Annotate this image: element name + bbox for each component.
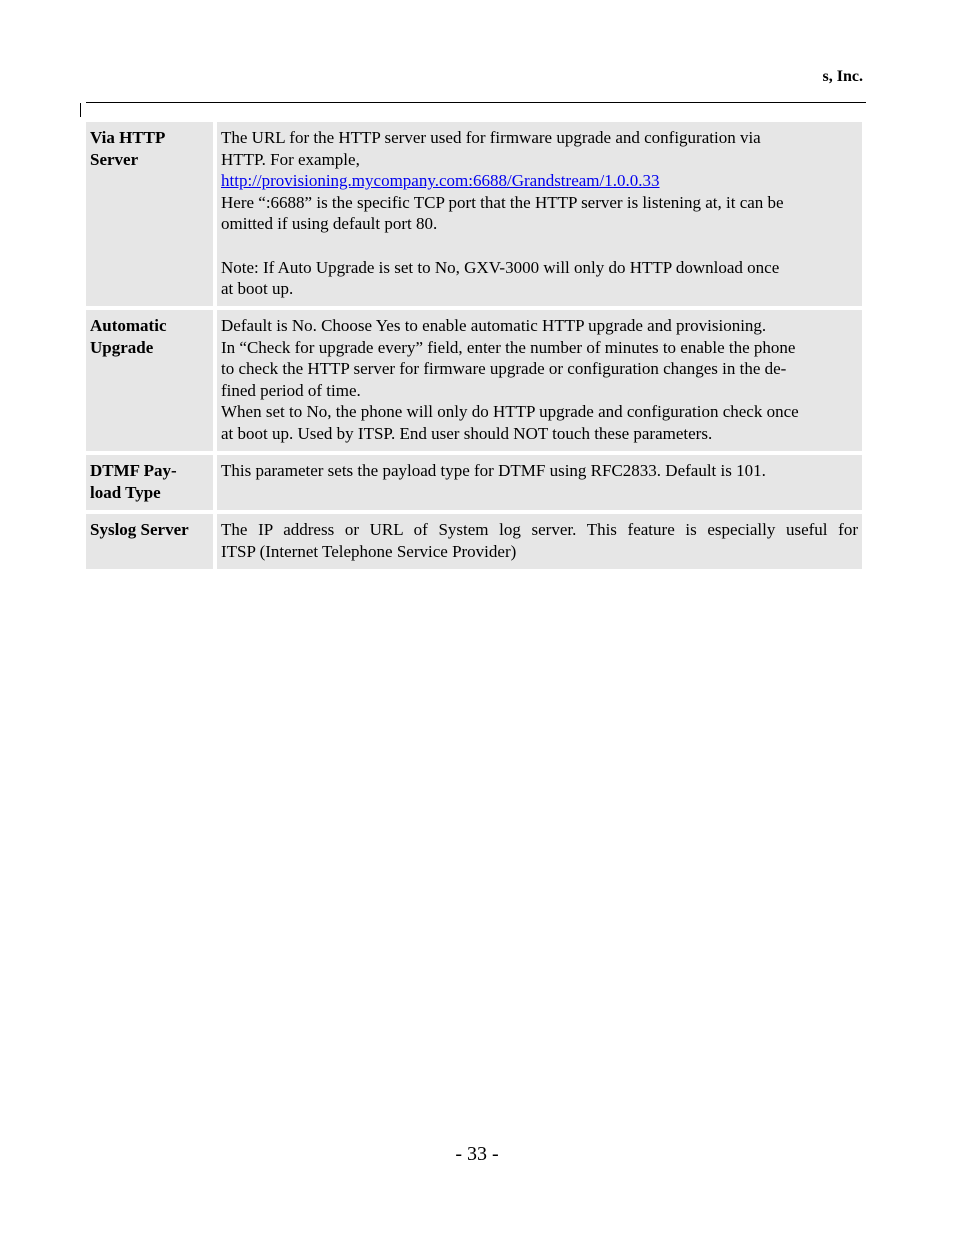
parameter-table <box>86 122 862 573</box>
param-name-line: Via HTTP <box>90 128 166 147</box>
desc-line: at boot up. Used by ITSP. End user should NOT touch these parameters. <box>221 423 713 443</box>
param-desc-automatic-upgrade <box>217 310 862 451</box>
desc-line: In “Check for upgrade every” field, enter the number of minutes to enable the phone <box>221 337 796 357</box>
paragraph-gap <box>221 235 858 257</box>
desc-line: The IP address or URL of System log server. This feature is especially useful for <box>221 520 858 539</box>
param-name-line: DTMF Pay- <box>90 461 177 480</box>
desc-line: omitted if using default port 80. <box>221 214 438 234</box>
company-name: s, Inc. <box>822 68 863 85</box>
header-tick <box>80 103 81 117</box>
param-name-line: Automatic <box>90 316 167 335</box>
param-name-line: Server <box>90 150 139 169</box>
desc-line: to check the HTTP server for firmware upgrade or configuration changes in the de- <box>221 359 787 379</box>
desc-line: HTTP. For example, <box>221 149 360 169</box>
param-desc-syslog-server <box>217 514 862 569</box>
desc-line: Default is No. Choose Yes to enable automatic HTTP upgrade and provisioning. <box>221 316 767 335</box>
param-name-syslog-server <box>86 514 213 569</box>
desc-line: fined period of time. <box>221 380 361 400</box>
page-number: - 33 - <box>455 1143 499 1165</box>
table-row <box>86 514 862 569</box>
desc-line: When set to No, the phone will only do HTTP upgrade and configuration check once <box>221 402 799 422</box>
param-name-line: load Type <box>90 483 161 502</box>
param-name-line: Syslog Server <box>90 520 189 539</box>
param-desc-via-http-server <box>217 122 862 306</box>
desc-line: The URL for the HTTP server used for firmware upgrade and configuration via <box>221 128 761 147</box>
note-line: Note: If Auto Upgrade is set to No, GXV-3000 will only do HTTP download once <box>221 257 780 277</box>
header-rule <box>86 102 866 103</box>
table-row <box>86 310 862 451</box>
param-desc-dtmf-payload-type <box>217 455 862 510</box>
desc-line: Here “:6688” is the specific TCP port that the HTTP server is listening at, it can be <box>221 192 784 212</box>
table-row <box>86 455 862 510</box>
param-name-line: Upgrade <box>90 338 154 357</box>
desc-line: ITSP (Internet Telephone Service Provider) <box>221 541 517 561</box>
table-row <box>86 122 862 306</box>
example-url-link[interactable]: http://provisioning.mycompany.com:6688/Grandstream/1.0.0.33 <box>221 171 660 191</box>
desc-line: This parameter sets the payload type for DTMF using RFC2833. Default is 101. <box>221 461 766 480</box>
param-name-dtmf-payload-type <box>86 455 213 510</box>
param-name-via-http-server <box>86 122 213 306</box>
note-line: at boot up. <box>221 279 294 299</box>
param-name-automatic-upgrade <box>86 310 213 451</box>
